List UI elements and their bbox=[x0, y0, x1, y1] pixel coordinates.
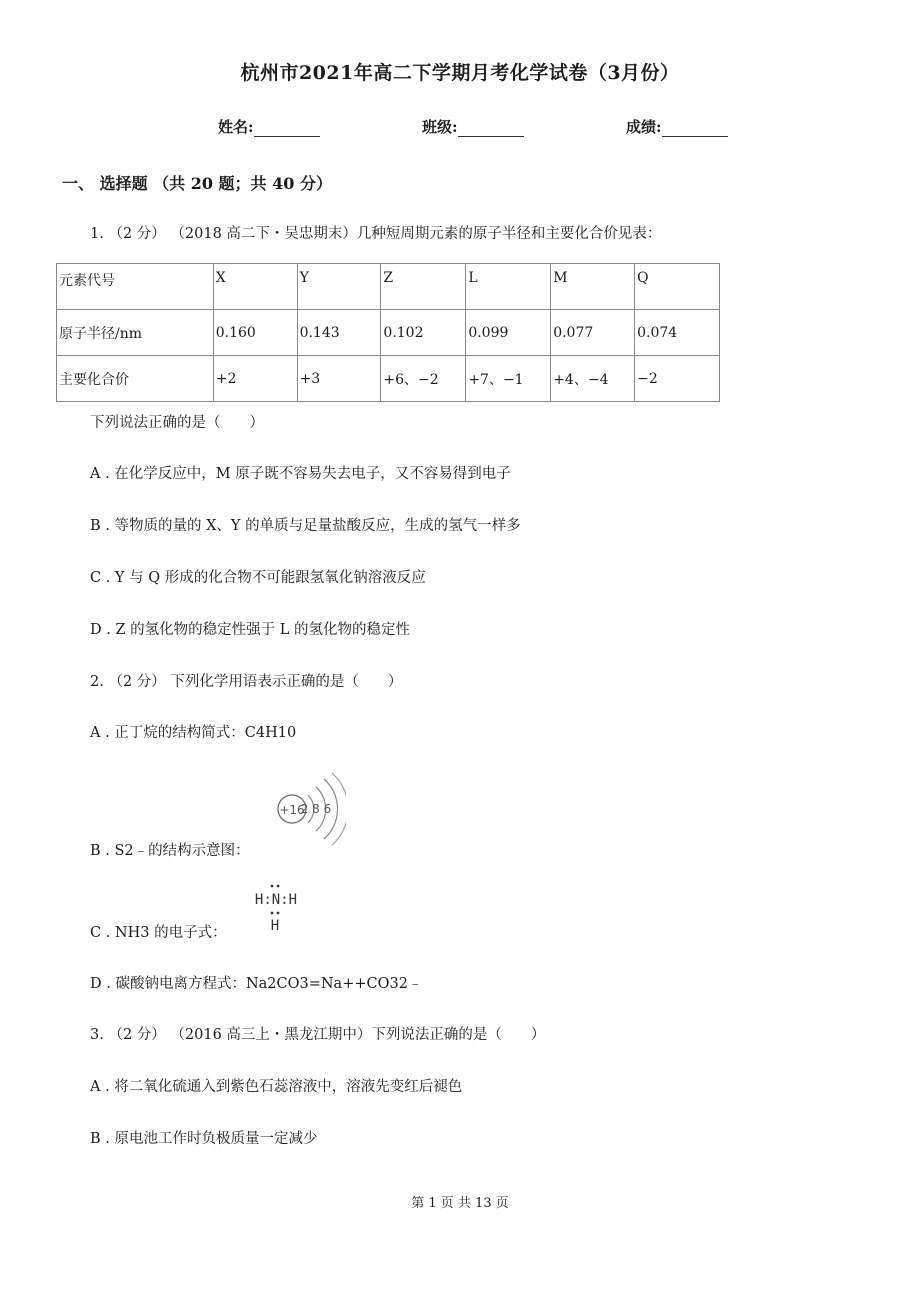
table-cell: X bbox=[213, 264, 297, 310]
name-field bbox=[218, 116, 320, 137]
table-cell: 0.160 bbox=[213, 310, 297, 356]
question-3-stem: 3. （2 分） （2016 高三上・黑龙江期中）下列说法正确的是（ ） bbox=[90, 1027, 546, 1043]
question-1-option-c[interactable]: C . Y 与 Q 形成的化合物不可能跟氢氧化钠溶液反应 bbox=[90, 570, 426, 586]
table-row bbox=[57, 264, 720, 310]
question-1-option-a[interactable]: A . 在化学反应中，M 原子既不容易失去电子，又不容易得到电子 bbox=[90, 466, 511, 482]
table-cell: +3 bbox=[297, 356, 381, 402]
table-cell: 0.143 bbox=[297, 310, 381, 356]
question-2-option-c[interactable]: C . NH3 的电子式： bbox=[90, 925, 227, 941]
nh3-top-row: H:N:H bbox=[254, 892, 298, 908]
table-cell: +7、−1 bbox=[466, 356, 551, 402]
table-cell: +2 bbox=[213, 356, 297, 402]
score-blank[interactable] bbox=[662, 120, 728, 137]
element-table bbox=[56, 263, 720, 402]
class-blank[interactable] bbox=[458, 120, 524, 137]
sulfide-ion-structure-diagram bbox=[270, 765, 346, 855]
class-label: 班级: bbox=[422, 118, 458, 136]
nh3-bottom-h: H bbox=[270, 918, 280, 934]
class-field bbox=[422, 116, 524, 137]
shell-electrons-label: 2 8 6 bbox=[300, 802, 332, 816]
name-blank[interactable] bbox=[254, 120, 320, 137]
table-cell: 0.074 bbox=[635, 310, 720, 356]
table-cell: −2 bbox=[635, 356, 720, 402]
table-cell: +4、−4 bbox=[551, 356, 635, 402]
question-3-option-b[interactable]: B . 原电池工作时负极质量一定减少 bbox=[90, 1131, 318, 1147]
question-1-option-d[interactable]: D . Z 的氢化物的稳定性强于 L 的氢化物的稳定性 bbox=[90, 622, 410, 638]
table-cell: Q bbox=[635, 264, 720, 310]
table-cell: 0.102 bbox=[381, 310, 466, 356]
question-1-prompt: 下列说法正确的是（ ） bbox=[90, 415, 264, 431]
question-2-option-d[interactable]: D . 碳酸钠电离方程式：Na2CO3=Na++CO32﹣ bbox=[90, 976, 423, 992]
section-heading: 一、 选择题 （共 20 题；共 40 分） bbox=[62, 174, 332, 193]
question-3-option-a[interactable]: A . 将二氧化硫通入到紫色石蕊溶液中，溶液先变红后褪色 bbox=[90, 1079, 463, 1095]
question-1-option-b[interactable]: B . 等物质的量的 X、Y 的单质与足量盐酸反应，生成的氢气一样多 bbox=[90, 518, 521, 534]
question-1-stem: 1. （2 分） （2018 高二下・吴忠期末）几种短周期元素的原子半径和主要化合价见表： bbox=[90, 226, 662, 242]
name-label: 姓名: bbox=[218, 118, 254, 136]
ammonia-electron-formula bbox=[240, 880, 312, 936]
score-field bbox=[626, 116, 728, 137]
table-cell: 主要化合价 bbox=[57, 356, 214, 402]
table-cell: Y bbox=[297, 264, 381, 310]
table-cell: 元素代号 bbox=[57, 264, 214, 310]
table-cell: +6、−2 bbox=[381, 356, 466, 402]
table-row bbox=[57, 356, 720, 402]
table-cell: 0.077 bbox=[551, 310, 635, 356]
table-cell: 原子半径/nm bbox=[57, 310, 214, 356]
score-label: 成绩: bbox=[626, 118, 662, 136]
question-2-option-b[interactable]: B . S2﹣的结构示意图： bbox=[90, 843, 250, 859]
table-cell: Z bbox=[381, 264, 466, 310]
table-cell: 0.099 bbox=[466, 310, 551, 356]
nucleus-label: +16 bbox=[279, 803, 305, 817]
page-title: 杭州市2021年高二下学期月考化学试卷（3月份） bbox=[240, 62, 680, 84]
table-row bbox=[57, 310, 720, 356]
table-cell: M bbox=[551, 264, 635, 310]
page-footer: 第 1 页 共 13 页 bbox=[411, 1196, 509, 1211]
table-cell: L bbox=[466, 264, 551, 310]
question-2-stem: 2. （2 分） 下列化学用语表示正确的是（ ） bbox=[90, 674, 403, 690]
question-2-option-a[interactable]: A . 正丁烷的结构简式：C4H10 bbox=[90, 725, 297, 741]
